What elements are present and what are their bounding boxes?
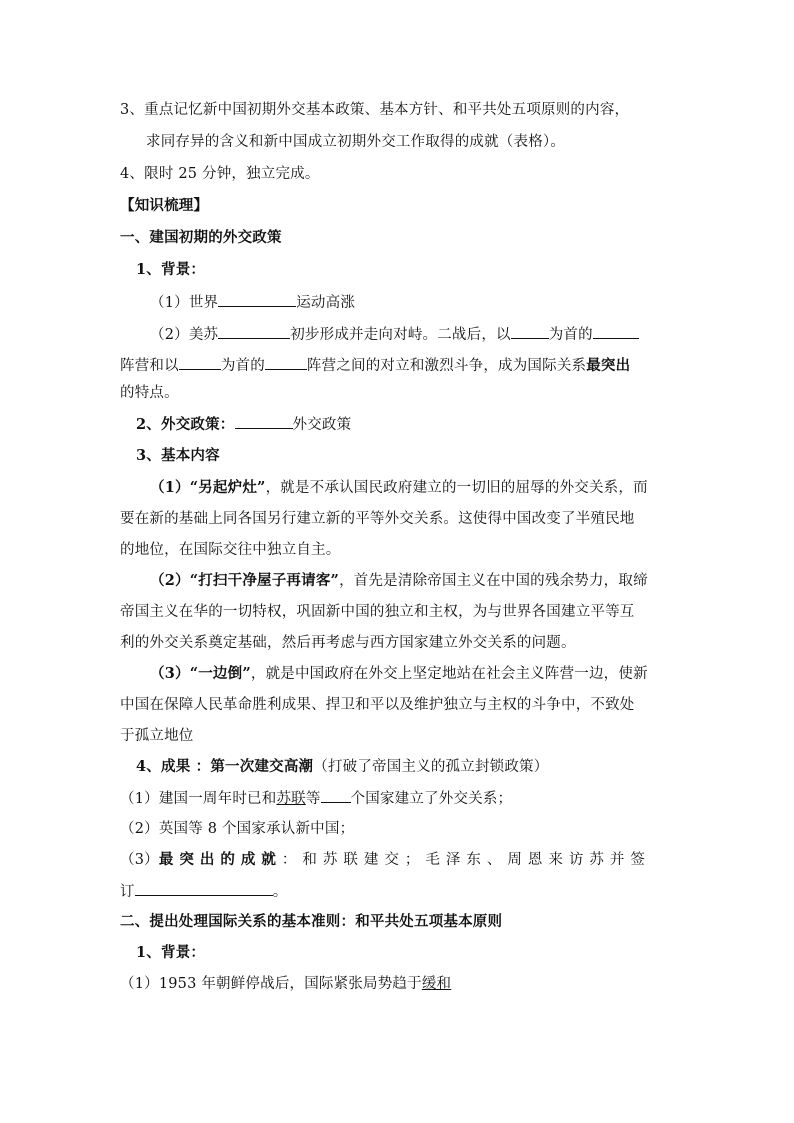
fill-blank[interactable] [218,292,296,307]
background-item-1 [150,292,355,313]
background-item-2-line-1 [150,324,639,345]
text-span: 个国家建立了外交关系； [350,791,513,807]
text-span: 等 [305,791,321,807]
content-3-term: （3）“一边倒” [150,665,251,682]
item-3-line-2: 求同存异的含义和新中国成立初期外交工作取得的成就（表格）。 [146,134,566,150]
results-label: 4、成果 ：第一次建交高潮 [136,758,314,775]
content-3-line-3: 于孤立地位 [120,728,194,744]
result-2: （2）英国等 8 个国家承认新中国； [120,821,355,837]
content-2-line-3: 利的外交关系奠定基础，然后再考虑与西方国家建立外交关系的问题。 [120,635,576,651]
fill-blank[interactable] [265,355,307,370]
content-2-line-2: 帝国主义在华的一切特权，巩固新中国的独立和主权，为与世界各国建立平等互 [120,604,635,620]
content-1-term: （1）“另起炉灶” [150,479,266,496]
underlined-text: 苏联 [276,791,306,807]
results-note: （打破了帝国主义的孤立封锁政策） [313,759,549,775]
text-span: （1）1953 年朝鲜停战后，国际紧张局势趋于 [120,976,422,992]
foreign-policy-suffix: 外交政策 [292,417,352,433]
background-item-2-line-2 [120,355,630,376]
results-line [136,757,548,777]
result-3-line-2 [120,881,287,902]
text-span: ：和苏联建交；毛泽东、周恩来访苏并签 [281,852,651,868]
section-heading: 【知识梳理】 [120,197,209,214]
content-3-line-1 [150,664,648,684]
underlined-text: 缓和 [421,976,452,992]
content-2-line-1 [150,571,648,591]
result-3-line-1 [120,850,651,870]
fill-blank[interactable] [511,324,549,339]
fill-blank[interactable] [218,324,290,339]
text-span: ，首先是清除帝国主义在中国的残余势力，取缔 [339,573,648,589]
item-4: 4、限时 25 分钟，独立完成。 [120,166,320,182]
background-item-1-prefix: （1）世界 [150,295,219,311]
text-span: （2）美苏 [150,327,219,343]
part-2-background-item-1 [120,974,451,994]
text-span: （3） [120,852,159,868]
item-3-line-1: 3、重点记忆新中国初期外交基本政策、基本方针、和平共处五项原则的内容， [120,102,630,118]
content-3-line-2: 中国在保障人民革命胜利成果、捍卫和平以及维护独立与主权的斗争中，不致处 [120,697,635,713]
fill-blank[interactable] [135,881,273,896]
text-span: 初步形成并走向对峙。二战后，以 [290,327,511,343]
background-item-2-line-3: 的特点。 [120,385,179,401]
content-2-term: （2）“打扫干净屋子再请客” [150,572,340,589]
text-span: 为首的 [220,358,265,374]
text-span: 订 [120,884,135,900]
content-1-line-1 [150,478,648,498]
basic-content-label: 3、基本内容 [136,447,220,464]
fill-blank[interactable] [321,788,351,803]
result-1 [120,788,512,809]
fill-blank[interactable] [593,324,639,339]
text-span: 阵营和以 [120,358,179,374]
part-2-background-label: 1、背景： [136,944,206,961]
text-span: 。 [272,884,288,900]
part-1-title: 一、建国初期的外交政策 [120,229,282,246]
fill-blank[interactable] [179,355,221,370]
text-span: ，就是中国政府在外交上坚定地站在社会主义阵营一边，使新 [250,666,648,682]
content-1-line-3: 的地位，在国际交往中独立自主。 [120,542,341,558]
background-item-1-suffix: 运动高涨 [296,295,356,311]
text-span: ，就是不承认国民政府建立的一切旧的屈辱的外交关系，而 [265,480,648,496]
text-span: 为首的 [548,327,593,343]
emphasis-text: 最突出 [586,357,631,374]
content-1-line-2: 要在新的基础上同各国另行建立新的平等外交关系。这使得中国改变了半殖民地 [120,511,635,527]
foreign-policy-line [136,414,351,435]
text-span: 阵营之间的对立和激烈斗争，成为国际关系 [306,358,587,374]
part-1-background-label: 1、背景： [136,261,206,278]
foreign-policy-label: 2、外交政策： [136,416,235,433]
part-2-title: 二、提出处理国际关系的基本准则：和平共处五项基本原则 [120,913,503,930]
text-span: （1）建国一周年时已和 [120,791,277,807]
fill-blank[interactable] [235,414,293,429]
emphasis-text: 最突出的成就 [158,851,282,868]
